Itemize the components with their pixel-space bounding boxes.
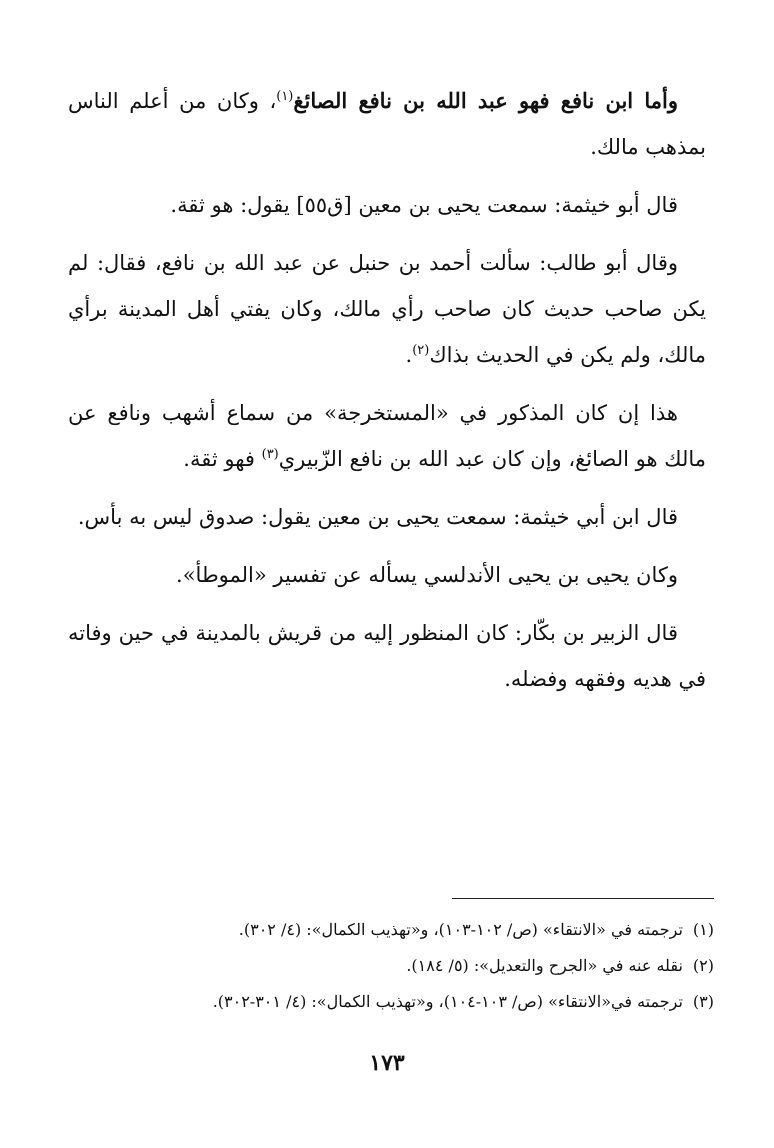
paragraph-7 (68, 610, 706, 702)
paragraph-7-text: قال الزبير بن بكّار: كان المنظور إليه من قريش بالمدينة في حين وفاته في هديه وفقهه وفضله. (68, 621, 706, 691)
paragraph-6 (68, 552, 706, 598)
footnote-1-number: (١) (692, 920, 714, 939)
footnote-3 (68, 984, 714, 1020)
paragraph-1-text: ، وكان من أعلم الناس بمذهب مالك. (68, 89, 706, 159)
paragraph-2-text: قال أبو خيثمة: سمعت يحيى بن معين [ق٥٥] يقول: هو ثقة. (170, 193, 678, 217)
paragraph-3-text: وقال أبو طالب: سألت أحمد بن حنبل عن عبد الله بن نافع، فقال: لم يكن صاحب حديث كان صاحب رأي مالك، وكان يفتي أهل المدينة برأي مالك، ولم يكن في الحديث بذاك (68, 251, 706, 367)
paragraph-1-bold-lead: وأما ابن نافع فهو عبد الله بن نافع الصائغ (293, 88, 678, 113)
paragraph-3-tail: . (405, 343, 413, 367)
paragraph-2 (68, 182, 706, 228)
footnote-3-number: (٣) (692, 992, 714, 1011)
footnote-2-number: (٢) (692, 956, 714, 975)
page-number: ١٧٣ (369, 1050, 405, 1076)
footnote-2 (68, 948, 714, 984)
footnote-2-text: نقله عنه في «الجرح والتعديل»: (٥/ ١٨٤). (406, 956, 683, 975)
footnote-ref-1[interactable]: (١) (276, 89, 294, 104)
paragraph-5 (68, 494, 706, 540)
paragraph-1 (68, 78, 706, 170)
paragraph-4-text: هذا إن كان المذكور في «المستخرجة» من سماع أشهب ونافع عن مالك هو الصائغ، وإن كان عبد الله بن نافع الزّبيري (68, 401, 706, 471)
paragraph-5-text: قال ابن أبي خيثمة: سمعت يحيى بن معين يقول: صدوق ليس به بأس. (77, 505, 678, 529)
body-text (68, 78, 706, 714)
paragraph-4-tail: فهو ثقة. (183, 447, 262, 471)
paragraph-3 (68, 240, 706, 378)
footnote-divider (452, 898, 714, 899)
footnote-ref-2[interactable]: (٢) (412, 343, 430, 358)
footnote-ref-3[interactable]: (٣) (261, 447, 279, 462)
footnote-1-text: ترجمته في «الانتقاء» (ص/ ١٠٢-١٠٣)، و«تهذيب الكمال»: (٤/ ٣٠٢). (238, 920, 683, 939)
footnote-3-text: ترجمته في«الانتقاء» (ص/ ١٠٣-١٠٤)، و«تهذيب الكمال»: (٤/ ٣٠١-٣٠٢). (212, 992, 683, 1011)
footnote-1 (68, 912, 714, 948)
paragraph-4 (68, 390, 706, 482)
paragraph-6-text: وكان يحيى بن يحيى الأندلسي يسأله عن تفسير «الموطأ». (176, 563, 678, 587)
footnotes (68, 912, 714, 1020)
